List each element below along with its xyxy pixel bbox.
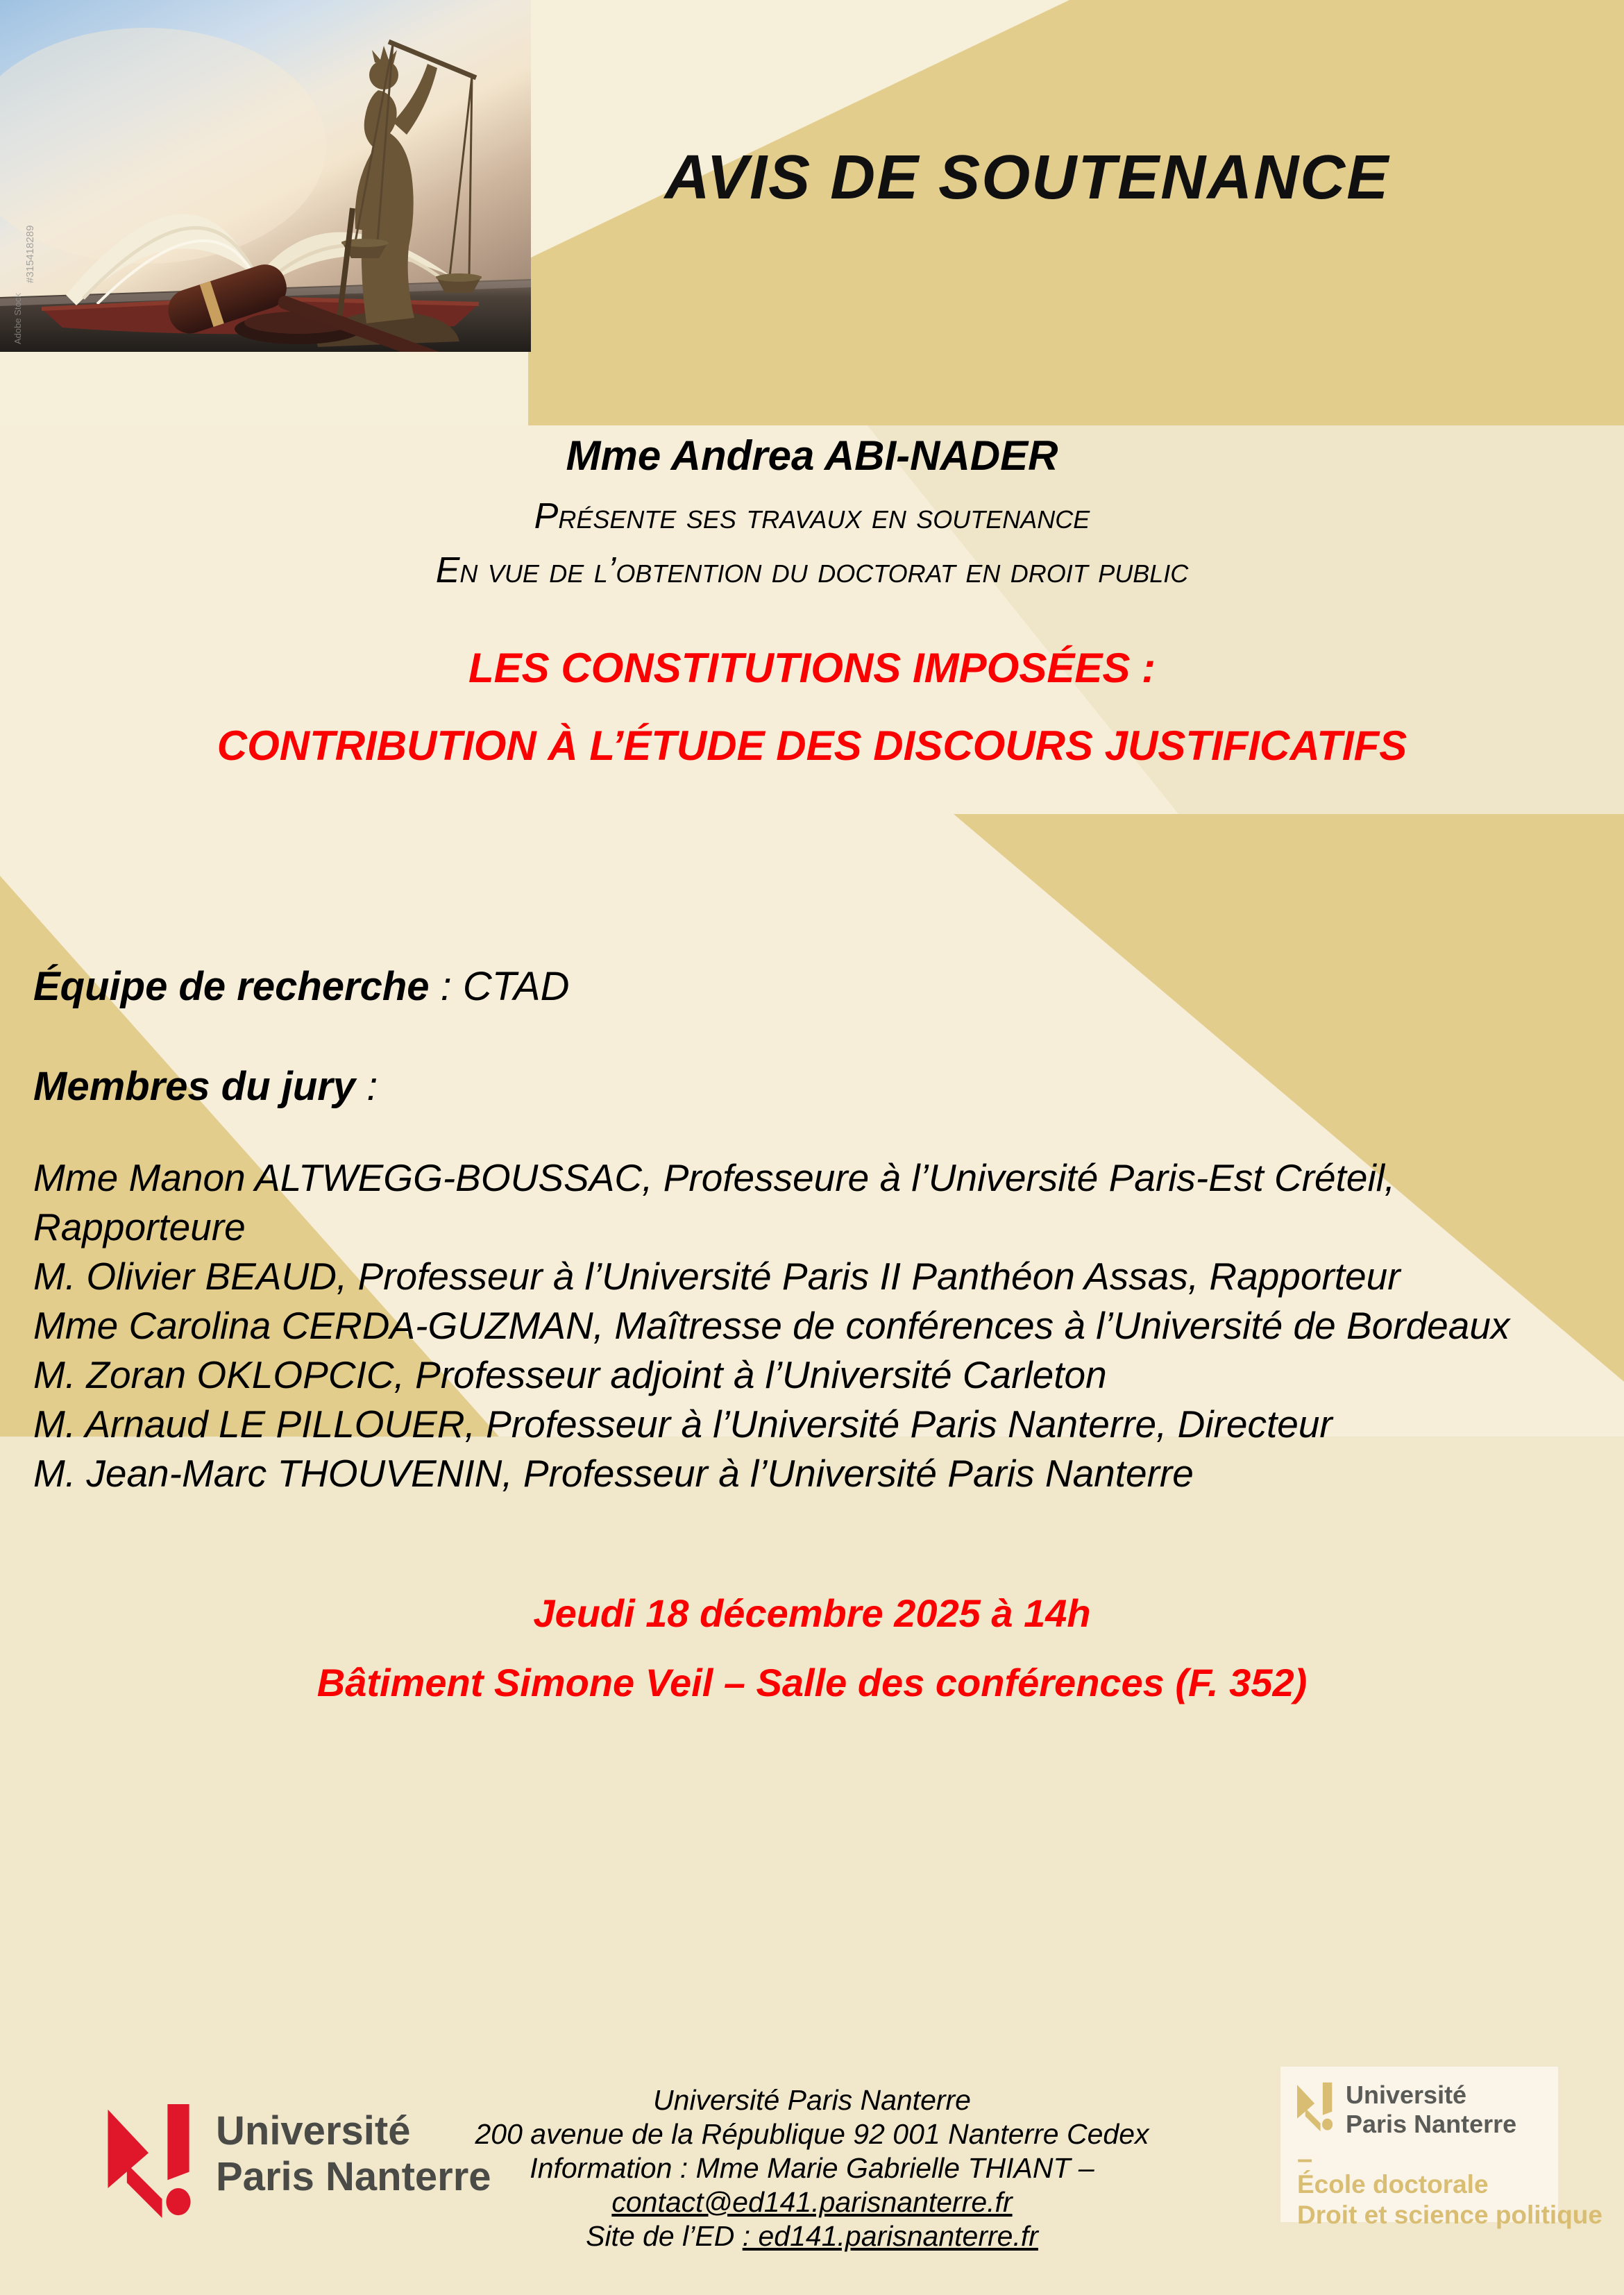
intro-line-presente: Présente ses travaux en soutenance	[534, 496, 1090, 536]
intro-line-doctorat: En vue de l’obtention du doctorat en droit public	[435, 550, 1189, 591]
footer-org-name: Université Paris Nanterre	[653, 2084, 971, 2116]
candidate-name: Mme Andrea ABI-NADER	[566, 432, 1058, 479]
jury-line: Mme Manon ALTWEGG-BOUSSAC, Professeure à l’Université Paris-Est Créteil,	[33, 1156, 1396, 1199]
thesis-title-line2: CONTRIBUTION À L’ÉTUDE DES DISCOURS JUSTIFICATIFS	[217, 722, 1407, 769]
doctoral-school-name: École doctorale	[1297, 2170, 1489, 2199]
doctoral-school-univ-line1: Université	[1346, 2081, 1467, 2109]
jury-line: M. Jean-Marc THOUVENIN, Professeur à l’Université Paris Nanterre	[33, 1452, 1194, 1495]
stock-watermark-brand: Adobe Stock	[12, 293, 23, 344]
research-team-value: : CTAD	[429, 964, 570, 1009]
event-location: Bâtiment Simone Veil – Salle des conférences (F. 352)	[316, 1661, 1308, 1704]
doctoral-school-logo-box	[1280, 2067, 1602, 2229]
event-datetime: Jeudi 18 décembre 2025 à 14h	[533, 1591, 1091, 1635]
thesis-title-line1: LES CONSTITUTIONS IMPOSÉES :	[468, 645, 1156, 691]
doctoral-school-n-icon	[1297, 2082, 1333, 2132]
footer-information-contact: Information : Mme Marie Gabrielle THIANT –	[530, 2152, 1094, 2184]
university-logo-line2: Paris Nanterre	[216, 2154, 491, 2199]
footer-site-prefix: Site de l’ED	[586, 2220, 743, 2252]
footer-street-address: 200 avenue de la République 92 001 Nanterre Cedex	[475, 2118, 1149, 2150]
jury-line: Rapporteure	[33, 1205, 246, 1248]
contact-email-link[interactable]: contact@ed141.parisnanterre.fr	[611, 2186, 1013, 2218]
page-title: AVIS DE SOUTENANCE	[664, 143, 1390, 212]
research-team-label: Équipe de recherche	[33, 964, 430, 1009]
research-team-line	[33, 963, 569, 1010]
stock-watermark-id: #315418289	[24, 225, 36, 283]
jury-line: M. Arnaud LE PILLOUER, Professeur à l’Université Paris Nanterre, Directeur	[33, 1403, 1333, 1446]
jury-line: M. Olivier BEAUD, Professeur à l’Université Paris II Panthéon Assas, Rapporteur	[33, 1255, 1401, 1298]
doctoral-school-univ-line2: Paris Nanterre	[1346, 2110, 1517, 2138]
jury-line: Mme Carolina CERDA-GUZMAN, Maîtresse de conférences à l’Université de Bordeaux	[33, 1304, 1510, 1347]
jury-list	[33, 1153, 1609, 1498]
jury-line: M. Zoran OKLOPCIC, Professeur adjoint à l’Université Carleton	[33, 1353, 1107, 1396]
doctoral-school-university-text	[1346, 2081, 1516, 2139]
jury-heading	[33, 1063, 378, 1110]
doctoral-school-dash: –	[1297, 2144, 1313, 2174]
university-logo-line1: Université	[216, 2108, 411, 2153]
doctoral-school-field: Droit et science politique	[1297, 2201, 1602, 2229]
jury-heading-colon: :	[355, 1064, 378, 1109]
jury-heading-label: Membres du jury	[33, 1064, 356, 1109]
ed-website-link[interactable]: : ed141.parisnanterre.fr	[742, 2220, 1038, 2252]
